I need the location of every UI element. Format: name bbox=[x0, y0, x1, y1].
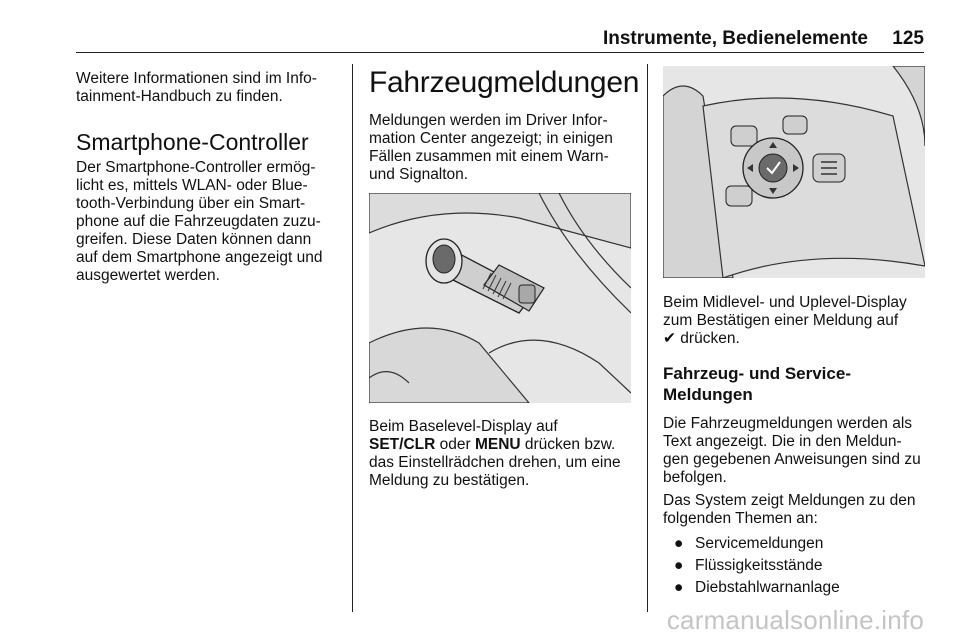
stalk-caption: Beim Baselevel-Display auf SET/CLR oder MENU drücken bzw. das Einstellrädchen drehen, um eine Meldung zu bestätigen. bbox=[369, 418, 621, 489]
section-heading-smartphone-controller: Smartphone-Controller bbox=[76, 129, 309, 155]
column-2 bbox=[369, 66, 641, 184]
column-rule-right bbox=[647, 64, 648, 612]
smartphone-controller-text: Der Smartphone-Controller ermög- licht es, mittels WLAN- oder Blue- tooth-Verbindung über ein Smart- phone auf die Fahrzeugdaten zuzu- greifen. Diese Daten können dann auf dem Smartphone angezeigt und ausgewertet werden. bbox=[76, 159, 323, 284]
column-3 bbox=[663, 294, 933, 599]
bullet-icon: ● bbox=[674, 557, 684, 574]
subheading-service-meldungen: Fahrzeug- und Service- Meldungen bbox=[663, 364, 851, 404]
fahrzeugmeldungen-intro: Meldungen werden im Driver Infor- mation Center angezeigt; in einigen Fällen zusammen mit einem Warn- und Signalton. bbox=[369, 112, 613, 183]
watermark: carmanualsonline.info bbox=[666, 605, 924, 635]
section-heading-fahrzeugmeldungen: Fahrzeugmeldungen bbox=[369, 66, 640, 99]
stalk-illustration bbox=[369, 193, 631, 403]
key-set-clr: SET/CLR bbox=[369, 436, 436, 453]
themen-paragraph: Das System zeigt Meldungen zu den folgenden Themen an: bbox=[663, 492, 916, 527]
column-rule-left bbox=[352, 64, 353, 612]
check-icon: ✔ bbox=[663, 330, 676, 347]
themen-list bbox=[663, 533, 933, 599]
list-item: ● Servicemeldungen bbox=[663, 533, 933, 555]
bullet-icon: ● bbox=[674, 535, 684, 552]
key-menu: MENU bbox=[474, 436, 521, 453]
wheel-caption: Beim Midlevel- und Uplevel-Display zum Bestätigen einer Meldung auf ✔ drücken. bbox=[663, 294, 907, 347]
bullet-icon: ● bbox=[674, 579, 684, 596]
fahrzeugmeldungen-paragraph: Die Fahrzeugmeldungen werden als Text angezeigt. Die in den Meldun- gen gegebenen Anweisungen sind zu befolgen. bbox=[663, 415, 921, 486]
intro-text: Weitere Informationen sind im Info- tainment-Handbuch zu finden. bbox=[76, 70, 317, 105]
page-header bbox=[76, 28, 924, 53]
steering-wheel-illustration bbox=[663, 66, 925, 278]
header-title: Instrumente, Bedienelemente bbox=[602, 28, 868, 49]
list-item: ● Flüssigkeitsstände bbox=[663, 555, 933, 577]
column-1 bbox=[76, 70, 344, 285]
page-number: 125 bbox=[892, 28, 924, 49]
list-item: ● Diebstahlwarnanlage bbox=[663, 577, 933, 599]
